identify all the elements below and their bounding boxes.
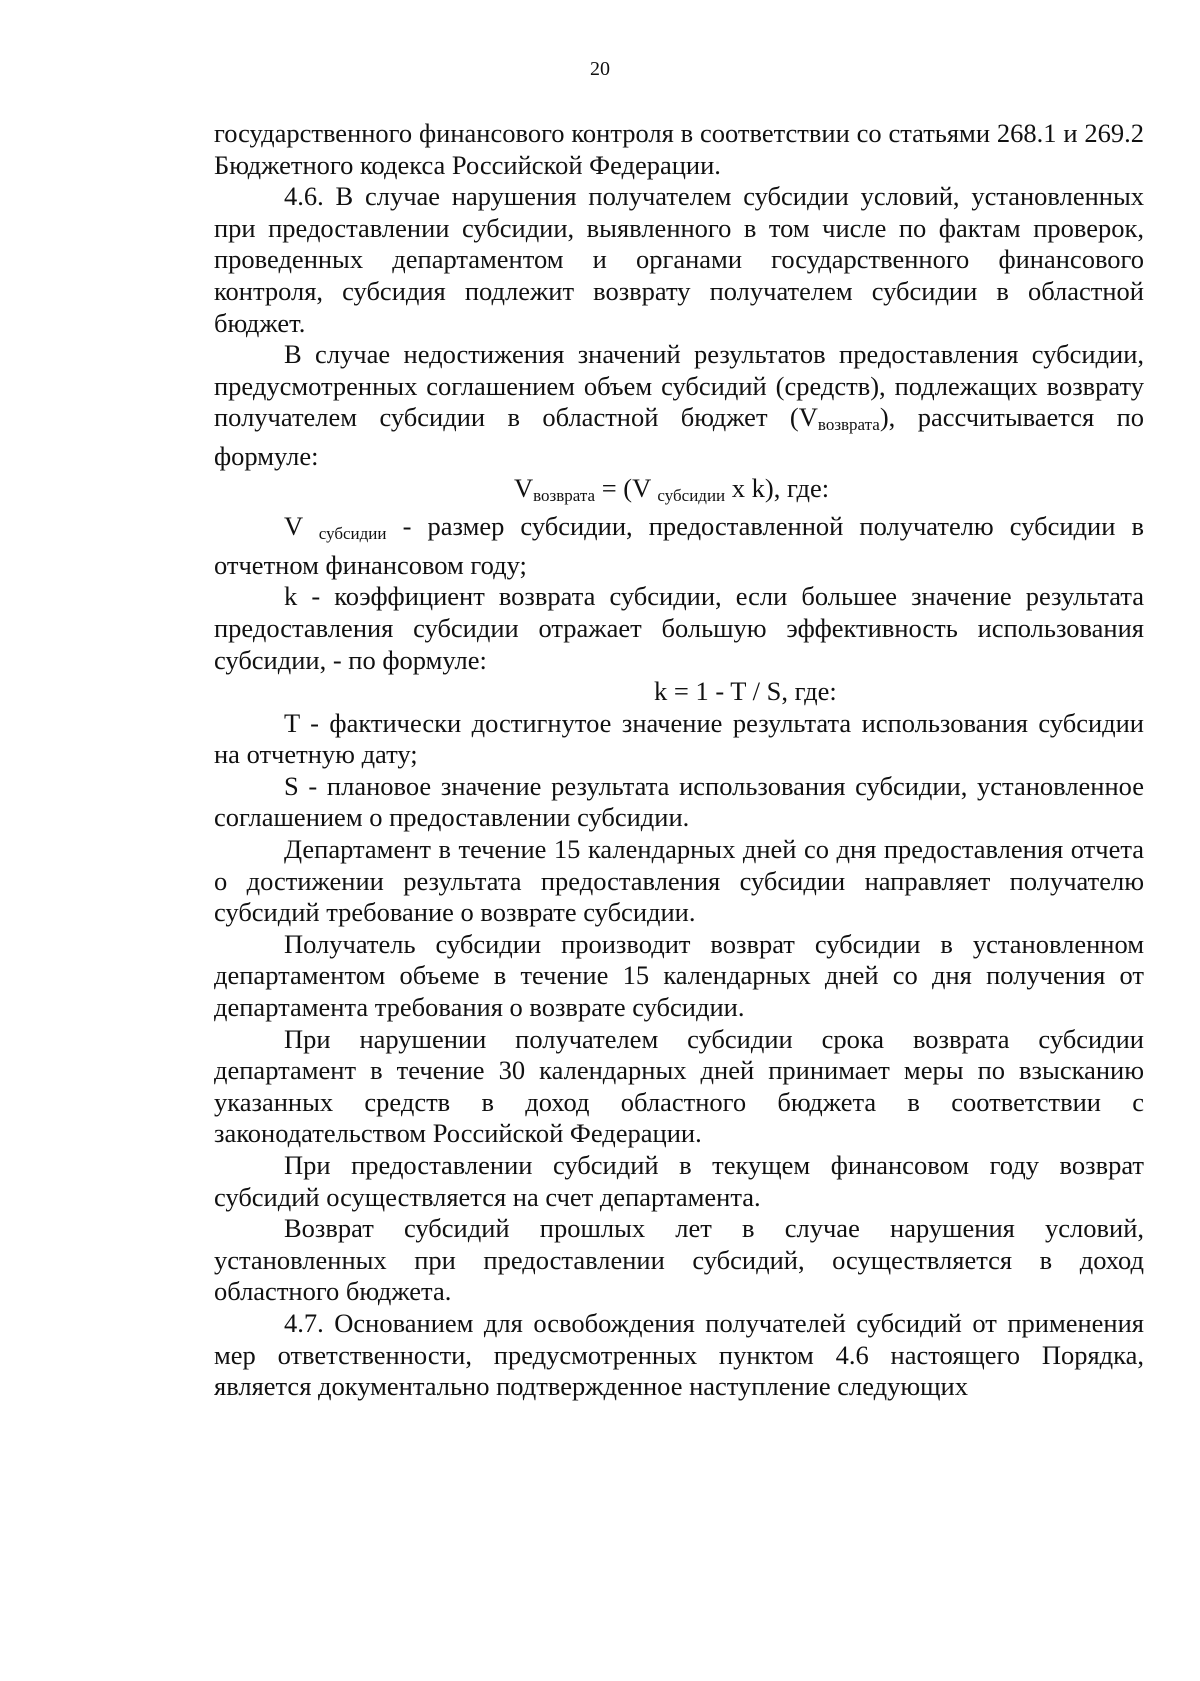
formula-part: x k), где: [725, 472, 830, 503]
formula-coefficient: k = 1 - T / S, где: [654, 676, 837, 707]
subscript: субсидии [318, 524, 387, 544]
paragraph-text: V [284, 511, 303, 542]
paragraph-4-6: 4.6. В случае нарушения получателем субсидии условий, установленных при предоставлении субсидии, выявленного в том числе по фактам проверок, проведенных департаментом и органами государственного финансового контроля, субсидия подлежит возврату получателем субсидии в областной бюджет. [214, 181, 1144, 338]
paragraph-text: - размер субсидии, предоставленной получателю субсидии в отчетном финансовом году; [214, 511, 1144, 580]
paragraph: При предоставлении субсидий в текущем финансовом году возврат субсидий осуществляется на счет департамента. [214, 1150, 1144, 1212]
paragraph-text: В случае недостижения значений результатов предоставления субсидии, предусмотренных соглашением объем субсидий (средств), подлежащих возврату получателем субсидии в областной бюджет (V [214, 339, 1144, 433]
page-number: 20 [590, 58, 610, 80]
paragraph-text: ), рассчитывается по формуле: [214, 402, 1145, 471]
paragraph: государственного финансового контроля в соответствии со статьями 268.1 и 269.2 Бюджетного кодекса Российской Федерации. [214, 118, 1144, 180]
paragraph: Департамент в течение 15 календарных дней со дня предоставления отчета о достижении результата предоставления субсидии направляет получателю субсидий требование о возврате субсидии. [214, 834, 1144, 928]
paragraph: Возврат субсидий прошлых лет в случае нарушения условий, установленных при предоставлении субсидий, осуществляется в доход областного бюджета. [214, 1213, 1144, 1307]
paragraph: k - коэффициент возврата субсидии, если большее значение результата предоставления субсидии отражает большую эффективность использования субсидии, - по формуле: [214, 581, 1144, 675]
formula-return-volume [214, 473, 1144, 512]
paragraph: T - фактически достигнутое значение результата использования субсидии на отчетную дату; [214, 707, 1144, 770]
formula-part: V [514, 472, 534, 503]
paragraph: S - плановое значение результата использования субсидии, установленное соглашением о предоставлении субсидии. [214, 770, 1144, 833]
paragraph [214, 339, 1144, 472]
paragraph-4-7: 4.7. Основанием для освобождения получателей субсидий от применения мер ответственности, предусмотренных пунктом 4.6 настоящего Порядка, является документально подтвержденное наступление следующих [214, 1307, 1144, 1402]
paragraph [214, 511, 1144, 581]
subscript: возврата [817, 415, 880, 435]
document-body [214, 118, 1144, 1403]
formula-subscript: возврата [533, 485, 596, 505]
paragraph: При нарушении получателем субсидии срока возврата субсидии департамент в течение 30 календарных дней принимает меры по взысканию указанных средств в доход областного бюджета в соответствии с законодательством Российской Федерации. [214, 1023, 1144, 1149]
formula-subscript: субсидии [657, 485, 726, 505]
formula-part: = (V [595, 472, 658, 503]
paragraph: Получатель субсидии производит возврат субсидии в установленном департаментом объеме в течение 15 календарных дней со дня получения от департамента требования о возврате субсидии. [214, 928, 1144, 1023]
